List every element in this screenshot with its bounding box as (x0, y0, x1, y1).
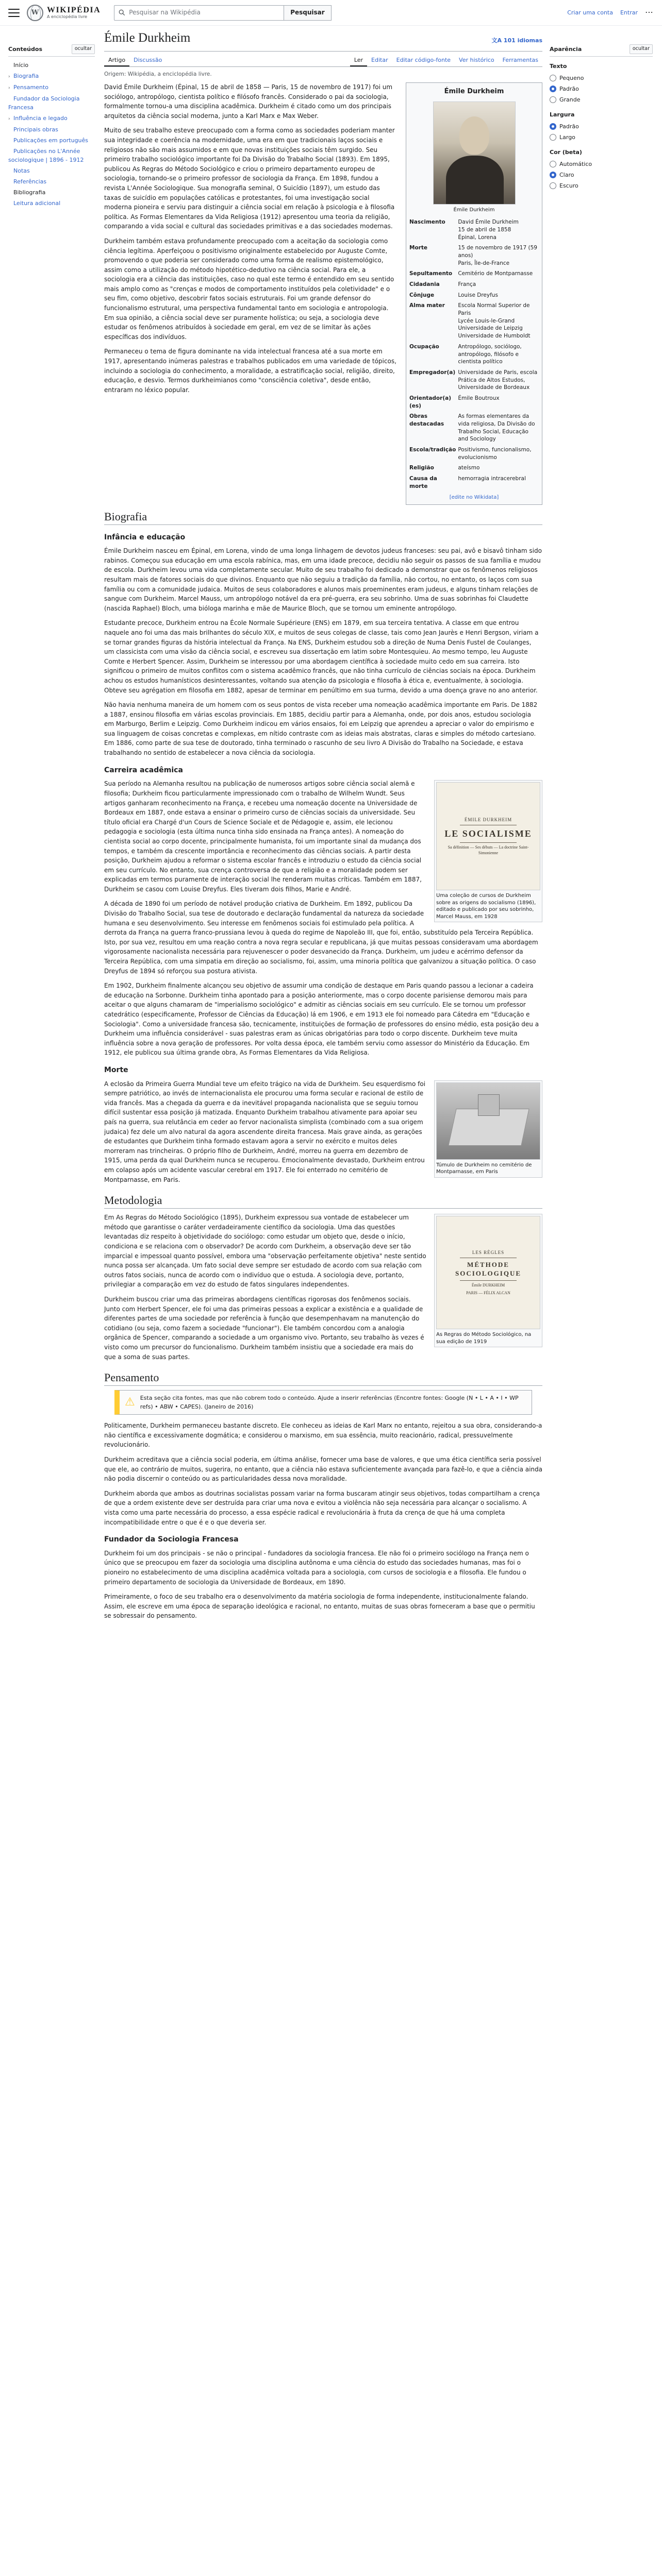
tab-read[interactable]: Ler (350, 54, 367, 66)
infobox-key: Sepultamento (409, 270, 453, 277)
infobox-value: Positivismo, funcionalismo, evolucionismo (458, 447, 532, 461)
appearance-option[interactable] (550, 94, 653, 105)
infobox-row (408, 463, 540, 473)
heading-biografia: Biografia (104, 510, 542, 525)
language-button[interactable]: 文A 101 idiomas (491, 37, 542, 44)
toc-item[interactable] (8, 135, 95, 146)
search-placeholder: Pesquisar na Wikipédia (129, 9, 201, 16)
toc-item[interactable] (8, 198, 95, 209)
toc-item-label: Principais obras (13, 126, 58, 133)
toc-item-label: Publicações em português (13, 137, 89, 144)
radio-icon[interactable] (550, 75, 556, 81)
toc-item-label: Influência e legado (13, 114, 68, 122)
body-paragraph: Primeiramente, o foco de seu trabalho era o desenvolvimento da matéria sociologia de forma independente, institucionalmente falando. Assim, ele escreve em uma época de separação ideológica e racional, no entanto, muitas de suas obras forneceram a base que o permitiu se sobressair do pensamento. (104, 1593, 535, 1620)
infobox-key: Orientador(a)(es) (409, 395, 451, 409)
search-form (114, 5, 331, 21)
toc-item[interactable] (8, 93, 95, 113)
infobox-key: Obras destacadas (409, 413, 444, 427)
figure-regles (434, 1214, 542, 1347)
radio-icon[interactable] (550, 172, 556, 178)
socialisme-book-image[interactable] (436, 782, 540, 890)
heading-metodologia: Metodologia (104, 1194, 542, 1209)
toc-hide-button[interactable]: ocultar (72, 44, 95, 54)
toc-item-label: Bibliografia (13, 189, 46, 196)
infobox-value: Escola Normal Superior de Paris Lycée Louis-le-Grand Universidade de Leipzig Universidade de Humboldt (458, 302, 531, 340)
toc-caret-icon[interactable]: › (8, 116, 10, 122)
appearance-option[interactable] (550, 121, 653, 132)
logo-title: WIKIPÉDIA (47, 6, 101, 15)
infobox-title: Émile Durkheim (444, 88, 504, 95)
heading-pensamento: Pensamento (104, 1371, 542, 1386)
infobox-key: Causa da morte (409, 476, 437, 489)
infobox (406, 82, 542, 505)
infobox-row (408, 217, 540, 243)
search-button[interactable]: Pesquisar (284, 5, 331, 21)
body-paragraph: Sua período na Alemanha resultou na publicação de numerosos artigos sobre ciência social alemã e filosofia; Durkheim ficou particularmente impressionado com o trabalho de Wilhelm Wundt. Seus artigos ganharam reconhecimento na França, e recebeu uma nomeação docente na Universidade de Bordeaux em 1887, onde estava a ensinar o primeiro curso de ciências sociais da universidade. Seu título oficial era Chargé d'un Cours de Science Sociale et de Pédagogie e, assim, ele lecionou pedagogia e sociologia (esta última nunca tinha sido ensinada na França antes). A nomeação do cientista social ao corpo docente, principalmente humanista, foi um importante sinal da mudança dos tempos, e também da crescente importância e reconhecimento das ciências sociais. A partir desta posição, Durkheim ajudou a reformar o sistema escolar francês e introduziu o estudo da ciência social em seu currículo. No entanto, sua crença controversa de que a religião e a moralidade podem ser explicadas em termos puramente de interação social lhe renderam muitas críticas. Também em 1887, Durkheim se casou com Louise Dreyfus. Eles tiveram dois filhos, Marie e André. (104, 780, 422, 893)
appearance-option[interactable] (550, 83, 653, 94)
body-paragraph: Politicamente, Durkheim permaneceu bastante discreto. Ele conheceu as ideias de Karl Marx no entanto, rejeitou a sua obra, considerando-a não científica e excessivamente dogmática; e considerou o marxismo, em sua essência, muito reacionário, radical, pressuvelmente revolucionário. (104, 1422, 542, 1449)
infobox-value: David Émile Durkheim 15 de abril de 1858 Épinal, Lorena (458, 219, 519, 241)
toc-item[interactable] (8, 60, 95, 71)
toc-item-label: Biografia (13, 72, 39, 79)
option-label: Escuro (559, 182, 578, 190)
figure-caption: Uma coleção de cursos de Durkheim sobre as origens do socialismo (1896), editado e publicado por seu sobrinho, Marcel Mauss, em 1928 (436, 893, 536, 920)
citation-notice (114, 1390, 532, 1415)
book-title-top: LES RÈGLES (472, 1249, 505, 1255)
toc-caret-icon[interactable]: › (8, 85, 10, 91)
option-label: Automático (559, 161, 592, 168)
login-link[interactable]: Entrar (620, 9, 638, 16)
page-tabs (104, 54, 542, 67)
infobox-value: Universidade de Paris, escola Prática de Altos Estudos, Universidade de Bordeaux (458, 369, 538, 391)
option-label: Padrão (559, 123, 579, 130)
tab-tools[interactable]: Ferramentas (502, 57, 538, 63)
appearance-option[interactable] (550, 159, 653, 170)
toc-list (8, 60, 95, 209)
page-title: Émile Durkheim (104, 31, 191, 45)
tab-discussion[interactable]: Discussão (134, 57, 162, 63)
figure-caption: As Regras do Método Sociológico, na sua edição de 1919 (436, 1332, 532, 1345)
infobox-value: hemorragia intracerebral (458, 476, 526, 482)
appearance-group-label: Cor (beta) (550, 149, 582, 156)
appearance-group-label: Largura (550, 111, 575, 118)
lead-paragraph: Permaneceu o tema de figura dominante na vida intelectual francesa até a sua morte em 1917, apresentando inúmeras palestras e trabalhos publicados em uma variedade de tópicos, incluindo a sociologia do conhecimento, a moralidade, a estratificação social, religião, direito, educação, e desvio. Termos durkheimianos como "consciência coletiva", desde então, entraram no léxico popular. (104, 348, 396, 394)
body-paragraph: Em As Regras do Método Sociológico (1895), Durkheim expressou sua vontade de estabelecer um método que garantisse o caráter verdadeiramente científico da sociologia. Uma das questões levantadas diz respeito à objetividade do sociólogo: como estudar um objeto que, desde o início, condiciona e se relaciona com o observador? De acordo com Durkheim, a observação deve ser tão imparcial e impessoal quanto possível, embora uma "observação perfeitamente objetiva" neste sentido nunca possa ser alcançada. Um fato social deve sempre ser estudado de acordo com sua relação com outros fatos sociais, nunca de acordo com o indivíduo que o estuda. A sociologia deve, portanto, privilegiar a comparação em vez do estudo de fatos singulares independentes. (104, 1214, 426, 1289)
main-menu-icon[interactable] (8, 9, 20, 17)
toc-item[interactable] (8, 176, 95, 187)
radio-icon[interactable] (550, 182, 556, 189)
book-author: ÉMILE DURKHEIM (464, 817, 512, 823)
regles-book-image[interactable] (436, 1216, 540, 1329)
appearance-option[interactable] (550, 73, 653, 83)
edit-wikidata-link[interactable]: [edite no Wikidata] (449, 494, 499, 500)
body-paragraph: Em 1902, Durkheim finalmente alcançou seu objetivo de assumir uma condição de destaque em Paris quando passou a lecionar a cadeira de educação na Sorbonne. Durkheim tinha apontado para a posição anteriormente, mas o corpo docente parisiense demorou mais para aceitar o que alguns chamaram de "imperialismo sociológico" e admitir as ciências sociais em seu currículo. Ele se tornou um professor catedrático (especificamente, Professor de Ciências da Educação) lá em 1906, e em 1913 ele foi nomeado para Cátedra em "Educação e Sociologia". Como a universidade francesa são, tecnicamente, instituições de formação de professores do ensino médio, esta posição deu a Durkheim uma influência considerável - suas palestras eram as únicas obrigatórias para todo o corpo discente. Durkheim teve muita influência sobre a nova geração de professores. Por volta dessa época, ele também serviu como assessor do Ministério da Educação. Em 1912, ele publicou sua última grande obra, As Formas Elementares da Vida Religiosa. (104, 982, 539, 1057)
infobox-row (408, 290, 540, 301)
source-note: Origem: Wikipédia, a enciclopédia livre. (104, 71, 212, 77)
toc-title: Conteúdos (8, 45, 42, 53)
infobox-value: Émile Boutroux (458, 395, 500, 401)
toc-item[interactable] (8, 113, 95, 124)
figure-tomb (434, 1080, 542, 1178)
book-title: MÉTHODE SOCIOLOGIQUE (455, 1260, 522, 1278)
infobox-key: Cidadania (409, 281, 440, 287)
appearance-option[interactable] (550, 132, 653, 143)
infobox-key: Escola/tradição (409, 447, 456, 453)
wikipedia-logo[interactable] (27, 5, 101, 21)
body-paragraph: Durkheim aborda que ambos as doutrinas socialistas possam variar na forma buscaram atingir seus objetivos, todas compartilham a crença de que a ordem existente deve ser destruída para criar uma nova e evitou a violência não seja necessária para alcançar o socialismo. A vista como uma parte necessária do processo, a essa espécie radical e revolucionária à fruta da crença de que há uma completa incompatibilidade entre o que é e o que deveria ser. (104, 1489, 540, 1526)
toc-item[interactable] (8, 165, 95, 176)
infobox-value: Cemitério de Montparnasse (458, 270, 533, 277)
toc-item[interactable] (8, 82, 95, 93)
more-options-icon[interactable]: ⋯ (645, 7, 654, 18)
infobox-value: ateísmo (458, 465, 480, 471)
body-paragraph: A eclosão da Primeira Guerra Mundial teve um efeito trágico na vida de Durkheim. Seu esquerdismo foi sempre patriótico, ao invés de internacionalista ele procurou uma forma secular e racional de estilo de vida francês. Mas a chegada da guerra e da inevitável propaganda nacionalista que se seguiu tornou difícil sustentar essa posição já matizada. Enquanto Durkheim trabalhou ativamente para apoiar seu país na guerra, sua relutância em ceder ao fervor nacionalista simplista (combinado com a sua origem judaica) fez dele um alvo natural da agora ascendente direita francesa. Mais grave ainda, as gerações de estudantes que Durkheim tinha formado estavam agora a servir no exército e muitos deles morreram nas trincheiras. O próprio filho de Durkheim, André, morreu na guerra em dezembro de 1915, uma perda da qual Durkheim nunca se recuperou. Emocionalmente devastado, Durkheim entrou em colapso após um acidente vascular cerebral em 1917. Ele foi enterrado no cemitério de Montparnasse, em Paris. (104, 1080, 426, 1183)
radio-icon[interactable] (550, 134, 556, 141)
infobox-key: Cônjuge (409, 292, 435, 298)
infobox-row (408, 342, 540, 367)
toc-item-label: Leitura adicional (13, 200, 61, 207)
tomb-image[interactable] (436, 1082, 540, 1160)
infobox-caption: Émile Durkheim (453, 207, 495, 213)
toc-item-label: Início (13, 61, 29, 69)
infobox-row (408, 445, 540, 463)
infobox-row (408, 367, 540, 393)
infobox-value: Antropólogo, sociólogo, antropólogo, filósofo e cientista político (458, 343, 522, 365)
toc-item-label: Referências (13, 178, 47, 185)
body-paragraph: Durkheim acreditava que a ciência social poderia, em última análise, fornecer uma base de valores, e que uma ética científica seria possível que ele, ao contrário de muitos, sugerira, no entanto, que a ciência não estava suficientemente avançada para fazê-lo, e que a ciência ainda não podia discernir o conteúdo ou as particularidades dessa nova moralidade. (104, 1455, 542, 1483)
radio-icon[interactable] (550, 161, 556, 167)
create-account-link[interactable]: Criar uma conta (567, 9, 613, 16)
table-of-contents (8, 44, 95, 209)
lead-paragraph: Durkheim também estava profundamente preocupado com a aceitação da sociologia como ciência legítima. Aperfeiçoou o positivismo originalmente estabelecido por Auguste Comte, promovendo o que poderia ser considerado como uma forma de realismo epistemológico, assim como a utilização do método hipotético-dedutivo na ciência social. Para ele, a sociologia era a ciência das instituições, caso no qual este termo é entendido em seu sentido mais amplo como as "crenças e modos de comportamento instituídos pela coletividade" e o seu fim, como objetivo, descobrir fatos sociais estruturais. Foi um grande defensor do funcionalismo estrutural, uma perspectiva fundamental tanto em sociologia e antropologia. Em sua opinião, a ciência social deve ser puramente holística; ou seja, a sociologia deve estudar os fenômenos atribuídos à sociedade em geral, em vez de se limitar às ações específicas dos indivíduos. (104, 237, 394, 341)
infobox-row (408, 393, 540, 411)
infobox-key: Religião (409, 465, 434, 471)
tab-edit-source[interactable]: Editar código-fonte (396, 57, 451, 63)
appearance-title: Aparência (550, 45, 582, 53)
user-links (567, 6, 654, 19)
infobox-key: Ocupação (409, 343, 439, 350)
body-paragraph: A década de 1890 foi um período de notável produção criativa de Durkheim. Em 1892, publicou Da Divisão do Trabalho Social, sua tese de doutorado e declaração fundamental da natureza da sociedade humana e seu desenvolvimento. Seu interesse em fenômenos sociais foi estimulado pela política. A derrota da França na guerra franco-prussiana levou à queda do regime de Napoleão III, que foi, então, substituído pela Terceira República. Isto, por sua vez, resultou em uma reação contra a nova regra secular e republicana, já que muitas pessoas consideravam uma abordagem vigorosamente nacionalista necessária para rejuvenescer o poder desvanecido da França. Durkheim, um judeu e acérrimo defensor da Terceira República, com uma simpatia em direção ao socialismo, foi, assim, uma minoria política que galvanizou a situação política. O caso Dreyfus de 1894 só reforçou sua postura ativista. (104, 900, 538, 975)
title-bar (104, 30, 542, 52)
infobox-row (408, 300, 540, 341)
infobox-value: França (458, 281, 476, 287)
toc-item[interactable] (8, 124, 95, 135)
warning-icon: ⚠ (125, 1396, 135, 1409)
infobox-key: Morte (409, 245, 427, 251)
search-icon (119, 9, 125, 16)
body-paragraph: Não havia nenhuma maneira de um homem com os seus pontos de vista receber uma nomeação acadêmica importante em Paris. De 1882 a 1887, ensinou filosofia em várias escolas provinciais. Em 1885, decidiu partir para a Alemanha, onde, por dois anos, estudou sociologia em Marburgo, Berlim e Leipzig. Como Durkheim indicou em vários ensaios, foi em Leipzig que aprendeu a apreciar o valor do empirismo e sua linguagem de coisas concretas e complexas, em nítido contraste com as ideias mais abstratas, claras e simples do método cartesiano. Em 1886, como parte de sua tese de doutorado, tinha terminado o rascunho de seu livro A Divisão do Trabalho na Sociedade, e estava trabalhando no sentido de estabelecer a nova ciência da sociologia. (104, 701, 538, 757)
book-publisher: PARIS — FÉLIX ALCAN (466, 1290, 510, 1295)
infobox-key: Nascimento (409, 219, 445, 226)
heading-carreira: Carreira acadêmica (104, 766, 183, 774)
option-label: Pequeno (559, 74, 584, 81)
logo-subtitle: A enciclopédia livre (47, 14, 88, 20)
infobox-key: Alma mater (409, 302, 445, 309)
infobox-value: 15 de novembro de 1917 (59 anos) Paris, Île-de-France (458, 245, 537, 266)
appearance-panel (550, 44, 653, 191)
toc-item-label: Notas (13, 167, 30, 174)
figure-socialisme (434, 780, 542, 922)
heading-infancia: Infância e educação (104, 533, 186, 541)
radio-icon[interactable] (550, 123, 556, 130)
infobox-row (408, 268, 540, 279)
tab-history[interactable]: Ver histórico (459, 57, 494, 63)
toc-item-label: Fundador da Sociologia Francesa (8, 95, 80, 111)
appearance-option[interactable] (550, 180, 653, 191)
body-paragraph: Durkheim buscou criar uma das primeiras abordagens científicas rigorosas dos fenômenos sociais. Junto com Herbert Spencer, ele foi uma das primeiras pessoas a explicar a existência e a qualidade de diferentes partes de uma sociedade por referência à função que desempenhavam na manutenção do cotidiano (ou seja, como fazem a sociedade "funcionar"). Ele também concordou com a analogia orgânica de Spencer, comparando a sociedade a um organismo vivo. Portanto, seu trabalho às vezes é visto como um precursor do funcionalismo. Durkheim também insistiu que a sociedade era mais do que a soma de suas partes. (104, 1295, 424, 1361)
radio-icon[interactable] (550, 86, 556, 92)
heading-morte: Morte (104, 1065, 128, 1074)
notice-text: Esta seção cita fontes, mas que não cobrem todo o conteúdo. Ajude a inserir referências (Encontre fontes: Google (N • L • A • I • WP refs) • ABW • CAPES). (Janeiro de 2016) (140, 1395, 519, 1411)
infobox-value: As formas elementares da vida religiosa, Da Divisão do Trabalho Social, Educação and Sociology (458, 413, 535, 443)
article-content (104, 82, 542, 1626)
body-paragraph: Estudante precoce, Durkheim entrou na École Normale Supérieure (ENS) em 1879, em sua terceira tentativa. A classe em que entrou naquele ano foi uma das mais brilhantes do século XIX, e muitos de seus colegas de classe, tais como Jean Jaurès e Henri Bergson, viriam a se tornar grandes figuras da história intelectual da França. Na ENS, Durkheim estudou sob a direção de Numa Denis Fustel de Coulanges, um classicista com uma visão da ciência social, e escreveu sua dissertação em latim sobre Montesquieu. Ao mesmo tempo, leu Auguste Comte e Herbert Spencer. Assim, Durkheim se interessou por uma abordagem científica à sociedade muito cedo em sua carreira. Isto significou o primeiro de muitos conflitos com o sistema acadêmico francês, que não tinha currículo de ciências sociais na época. Durkheim achou os estudos humanísticos desinteressantes, voltando sua atenção da psicologia e filosofia à ética e, eventualmente, à sociologia. Obteve seu agrégation em filosofia em 1882, apesar de terminar em penúltimo em sua turma, devido a uma doença grave no ano anterior. (104, 619, 539, 694)
toc-caret-icon[interactable]: › (8, 74, 10, 79)
heading-fundador: Fundador da Sociologia Francesa (104, 1535, 239, 1544)
toc-item[interactable] (8, 71, 95, 82)
appearance-option[interactable] (550, 170, 653, 180)
tab-article[interactable]: Artigo (104, 54, 129, 66)
figure-caption: Túmulo de Durkheim no cemitério de Montparnasse, em Paris (436, 1162, 532, 1175)
infobox-row (408, 473, 540, 492)
portrait-image[interactable] (433, 101, 516, 205)
infobox-row (408, 243, 540, 268)
infobox-key: Empregador(a) (409, 369, 456, 376)
book-subtitle: Sa définition — Ses débuts — La doctrine Saint-Simonienne (448, 844, 529, 855)
option-label: Padrão (559, 85, 579, 92)
book-author: Émile DURKHEIM (471, 1283, 505, 1287)
option-label: Claro (559, 172, 574, 179)
appearance-groups (550, 62, 653, 192)
appearance-group-label: Texto (550, 62, 567, 70)
toc-item-label: Publicações no L'Année sociologique | 1896 - 1912 (8, 147, 84, 163)
infobox-row (408, 411, 540, 445)
infobox-row (408, 279, 540, 290)
infobox-value: Louise Dreyfus (458, 292, 498, 298)
appearance-hide-button[interactable]: ocultar (630, 44, 653, 54)
toc-item[interactable] (8, 146, 95, 165)
site-header (0, 0, 662, 26)
search-input[interactable] (114, 5, 284, 21)
lead-paragraph: David Émile Durkheim (Épinal, 15 de abril de 1858 — Paris, 15 de novembro de 1917) foi um sociólogo, antropólogo, cientista político e filósofo francês. Considerado o pai da sociologia, formalmente tornou-a uma disciplina acadêmica. Durkheim é citado como um dos principais arquitetos da ciência social moderna, junto a Karl Marx e Max Weber. (104, 83, 393, 120)
toc-item[interactable] (8, 187, 95, 198)
body-paragraph: Émile Durkheim nasceu em Épinal, em Lorena, vindo de uma longa linhagem de devotos judeus franceses: seu pai, avô e bisavô tinham sido rabinos. Começou sua educação em uma escola rabínica, mas, em uma idade precoce, decidiu não seguir os passos de sua família e mudou de escola. Durkheim levou uma vida completamente secular. Muito de seu trabalho foi dedicado a demonstrar que os fenômenos religiosos resultam mais de fatores sociais do que divinos. Enquanto que não seguiu a tradição da família, não cortou, no entanto, os laços com sua família ou com a comunidade judaica. Muitos de seus colaboradores e alunos mais proeminentes eram judeus, e alguns tinham relações de sangue com Durkheim. Marcel Mauss, um antropólogo notável da era pré-guerra, era seu sobrinho. Uma de suas sobrinhas foi Claudette (nascida Raphael) Bloch, uma bióloga marinha e mãe de Maurice Bloch, que se tornou um eminente antropólogo. (104, 547, 542, 612)
body-paragraph: Durkheim foi um dos principais - se não o principal - fundadores da sociologia francesa. Ele não foi o primeiro sociólogo na França nem o único que se preocupou em fazer da sociologia uma disciplina autônoma e uma ciência do estudo das sociedades humanas, mas foi o pioneiro no estabelecimento de uma disciplina acadêmica voltada para a sociologia, com cursos de sociologia e a filosofia. Ele fundou o primeiro departamento de sociologia da Universidade de Bordeaux, em 1890. (104, 1549, 529, 1586)
option-label: Grande (559, 96, 581, 103)
infobox-table (408, 217, 540, 492)
lead-paragraph: Muito de seu trabalho esteve preocupado com a forma como as sociedades poderiam manter sua integridade e coerência na modernidade, uma era em que tradicionais laços sociais e religiosos não são mais assumidos e em que novas instituições sociais têm surgido. Seu primeiro trabalho sociológico importante foi Da Divisão do Trabalho Social (1893). Em 1895, publicou As Regras do Método Sociológico e criou o primeiro departamento europeu de sociologia, tornando-se o primeiro professor de sociologia da França. Em 1898, fundou a revista L'Année Sociologique. Sua monografia seminal, O Suicídio (1897), um estudo das taxas de suicídio em populações católicas e protestantes, foi uma investigação social moderna pioneira e serviu para distinguir a ciência social em relação à psicologia e à filosofia política. As Formas Elementares da Vida Religiosa (1912) apresentou uma teoria da religião, comparando a vida social e cultural das sociedades primitivas e a das sociedades modernas. (104, 127, 395, 230)
tab-edit[interactable]: Editar (371, 57, 388, 63)
globe-icon (27, 5, 43, 21)
radio-icon[interactable] (550, 96, 556, 103)
book-title: LE SOCIALISME (444, 828, 532, 839)
option-label: Largo (559, 134, 575, 141)
toc-item-label: Pensamento (13, 83, 48, 91)
